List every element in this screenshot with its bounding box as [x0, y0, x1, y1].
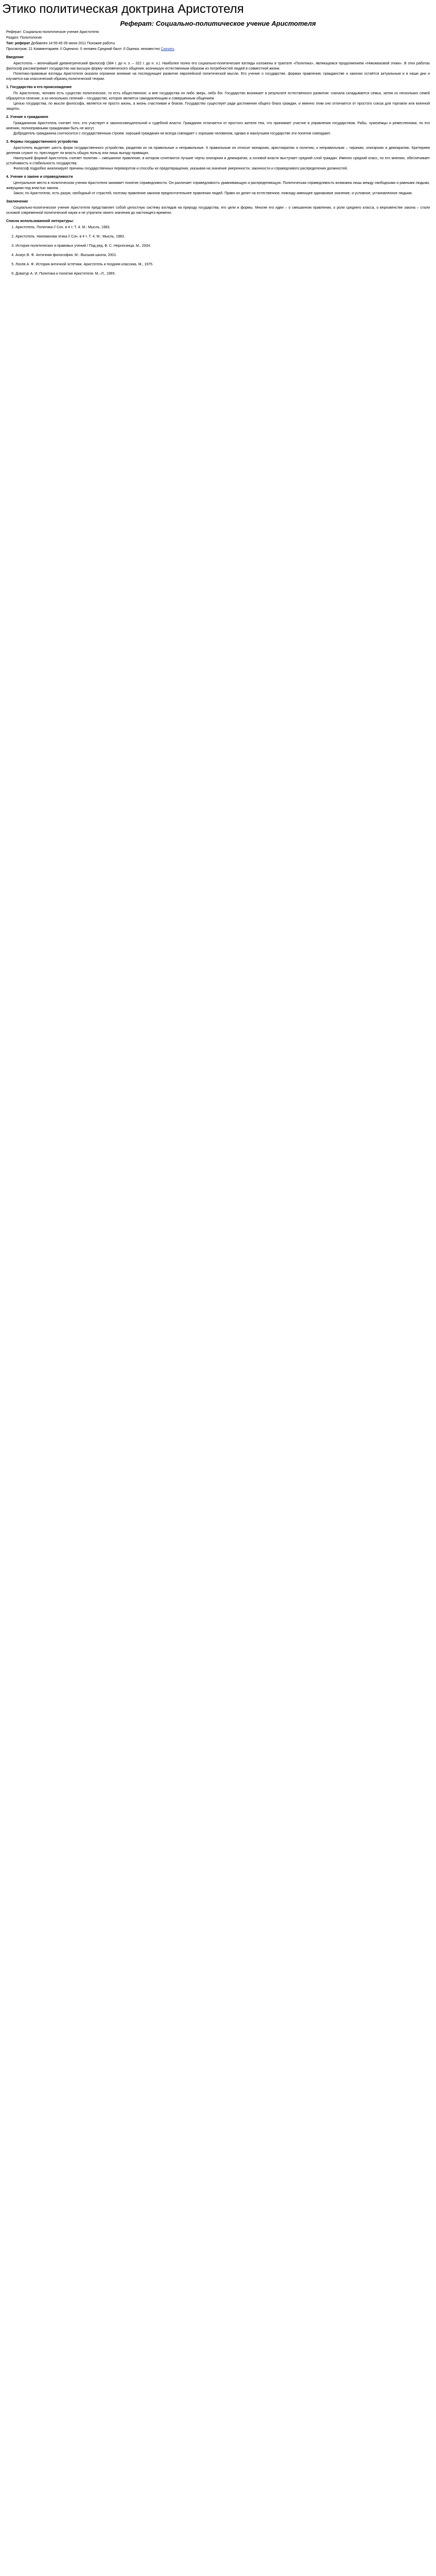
meta-line-1: Реферат: Социально-политическое учение Аристотеля — [6, 30, 99, 34]
bibliography-item: 4. Асмус В. Ф. Античная философия. М.: Высшая школа, 2001. — [15, 253, 430, 258]
abstract-subtitle: Реферат: Социально-политическое учение Аристотеля — [120, 20, 316, 27]
meta-line-4 — [6, 46, 430, 52]
meta-block — [0, 29, 436, 52]
section-heading: Заключение — [6, 200, 28, 204]
download-link[interactable]: Скачать — [161, 47, 175, 51]
meta-type-label: Тип: — [6, 42, 14, 45]
paragraph: Политико-правовые взгляды Аристотеля оказали огромное влияние на последующее развитие европейской политической мысли. Его учение о государстве, формах правления, гражданстве и законах остаётся актуальным и в наши дни и изучается как классический образец политической теории. — [6, 72, 430, 81]
paragraph: Социально-политическое учение Аристотеля представляет собой целостную систему взглядов на природу государства, его цели и формы. Многие его идеи – о смешанном правлении, о роли среднего класса, о верховенстве закона – стали основой современной политической науки и не утратили своего значения до настоящего времени. — [6, 206, 430, 215]
section-heading: 2. Учение о гражданине — [6, 115, 48, 119]
section-heading: 3. Формы государственного устройства — [6, 140, 78, 144]
document-body — [0, 55, 436, 277]
bibliography-item: 6. Доватур А. И. Политика и политии Аристотеля. М.–Л., 1965. — [15, 272, 430, 277]
paragraph: По Аристотелю, человек есть существо политическое, то есть общественное, и вне государства он либо зверь, либо бог. Государство возникает в результате естественного развития: сначала складывается семья, затем из нескольких семей образуется селение, а из нескольких селений – государство, которое является самодовлеющим и совершенным общением. — [6, 92, 430, 100]
paragraph: Закон, по Аристотелю, есть разум, свободный от страстей, поэтому правление законов предпочтительнее правления людей. Право он делит на естественное, повсюду имеющее одинаковое значение, и условное, установленное людьми. — [13, 192, 413, 195]
bibliography-item: 3. История политических и правовых учений / Под ред. В. С. Нерсесянца. М., 2004. — [15, 244, 430, 249]
meta-line-3 — [6, 41, 430, 46]
meta-added: Добавлен 14:55:45 09 июня 2011 Похожие работы — [31, 42, 115, 45]
paragraph: Философ подробно анализирует причины государственных переворотов и способы их предотвращения, указывая на значение умеренности, законности и справедливого распределения должностей. — [13, 167, 348, 171]
paragraph: Центральное место в политическом учении Аристотеля занимает понятие справедливости. Он различает справедливость уравнивающую и распределяющую. Политическая справедливость возможна лишь между свободными и равными людьми, живущими под властью закона. — [6, 181, 430, 190]
page-title: Этико политическая доктрина Аристотеля — [2, 2, 244, 16]
section-heading: 4. Учение о законе и справедливости — [6, 175, 73, 179]
paragraph: Гражданином Аристотель считает того, кто участвует в законосовещательной и судебной власти. Гражданин отличается от простого жителя тем, что принимает участие в управлении государством. Рабы, чужеземцы и ремесленники, по его мнению, полноправными гражданами быть не могут. — [6, 122, 430, 130]
paragraph: Аристотель – величайший древнегреческий философ (384 г. до н. э. – 322 г. до н. э.). Наиболее полно его социально-политические взгляды изложены в трактате «Политика», являющемся продолжением «Никомаховой этики». В этих работах философ рассматривает государство как высшую форму человеческого общения, возникшую естественным образом из потребностей людей в совместной жизни. — [6, 62, 430, 71]
paragraph: Наилучшей формой Аристотель считает политию – смешанное правление, в котором сочетаются лучшие черты олигархии и демократии, а основой власти выступает средний слой граждан. Именно средний класс, по его мнению, обеспечивает устойчивость и стабильность государства. — [6, 157, 430, 165]
meta-stats: Просмотров: 21 Комментариев: 0 Оценило: 0 человек Средний балл: 0 Оценка: неизвестно — [6, 47, 160, 51]
paragraph: Целью государства, по мысли философа, является не просто жизнь, а жизнь счастливая и благая. Государство существует ради достижения общего блага граждан, и именно этим оно отличается от простого союза для торговли или военной защиты. — [6, 102, 430, 111]
bibliography-list — [6, 225, 430, 277]
meta-type-value: реферат — [14, 42, 30, 45]
bibliography-item: 5. Лосев А. Ф. История античной эстетики. Аристотель и поздняя классика. М., 1975. — [15, 262, 430, 267]
section-heading: 1. Государство и его происхождение — [6, 86, 72, 89]
section-heading: Введение — [6, 56, 24, 59]
bibliography-item: 1. Аристотель. Политика // Соч. в 4 т. Т. 4. М.: Мысль, 1983. — [15, 225, 430, 230]
meta-line-2: Раздел: Политология — [6, 36, 42, 40]
paragraph: Добродетель гражданина соотносится с государственным строем: хороший гражданин не всегда совпадает с хорошим человеком, однако в наилучшем государстве эти понятия совпадают. — [13, 132, 331, 135]
bibliography-item: 2. Аристотель. Никомахова этика // Соч. в 4 т. Т. 4. М.: Мысль, 1983. — [15, 234, 430, 240]
bibliography-heading: Список использованной литературы: — [6, 219, 74, 223]
paragraph: Аристотель выделяет шесть форм государственного устройства, разделяя их на правильные и неправильные. К правильным он относит монархию, аристократию и политию, к неправильным – тиранию, олигархию и демократию. Критерием деления служит то, преследует ли власть общую пользу или лишь выгоду правящих. — [6, 146, 430, 155]
